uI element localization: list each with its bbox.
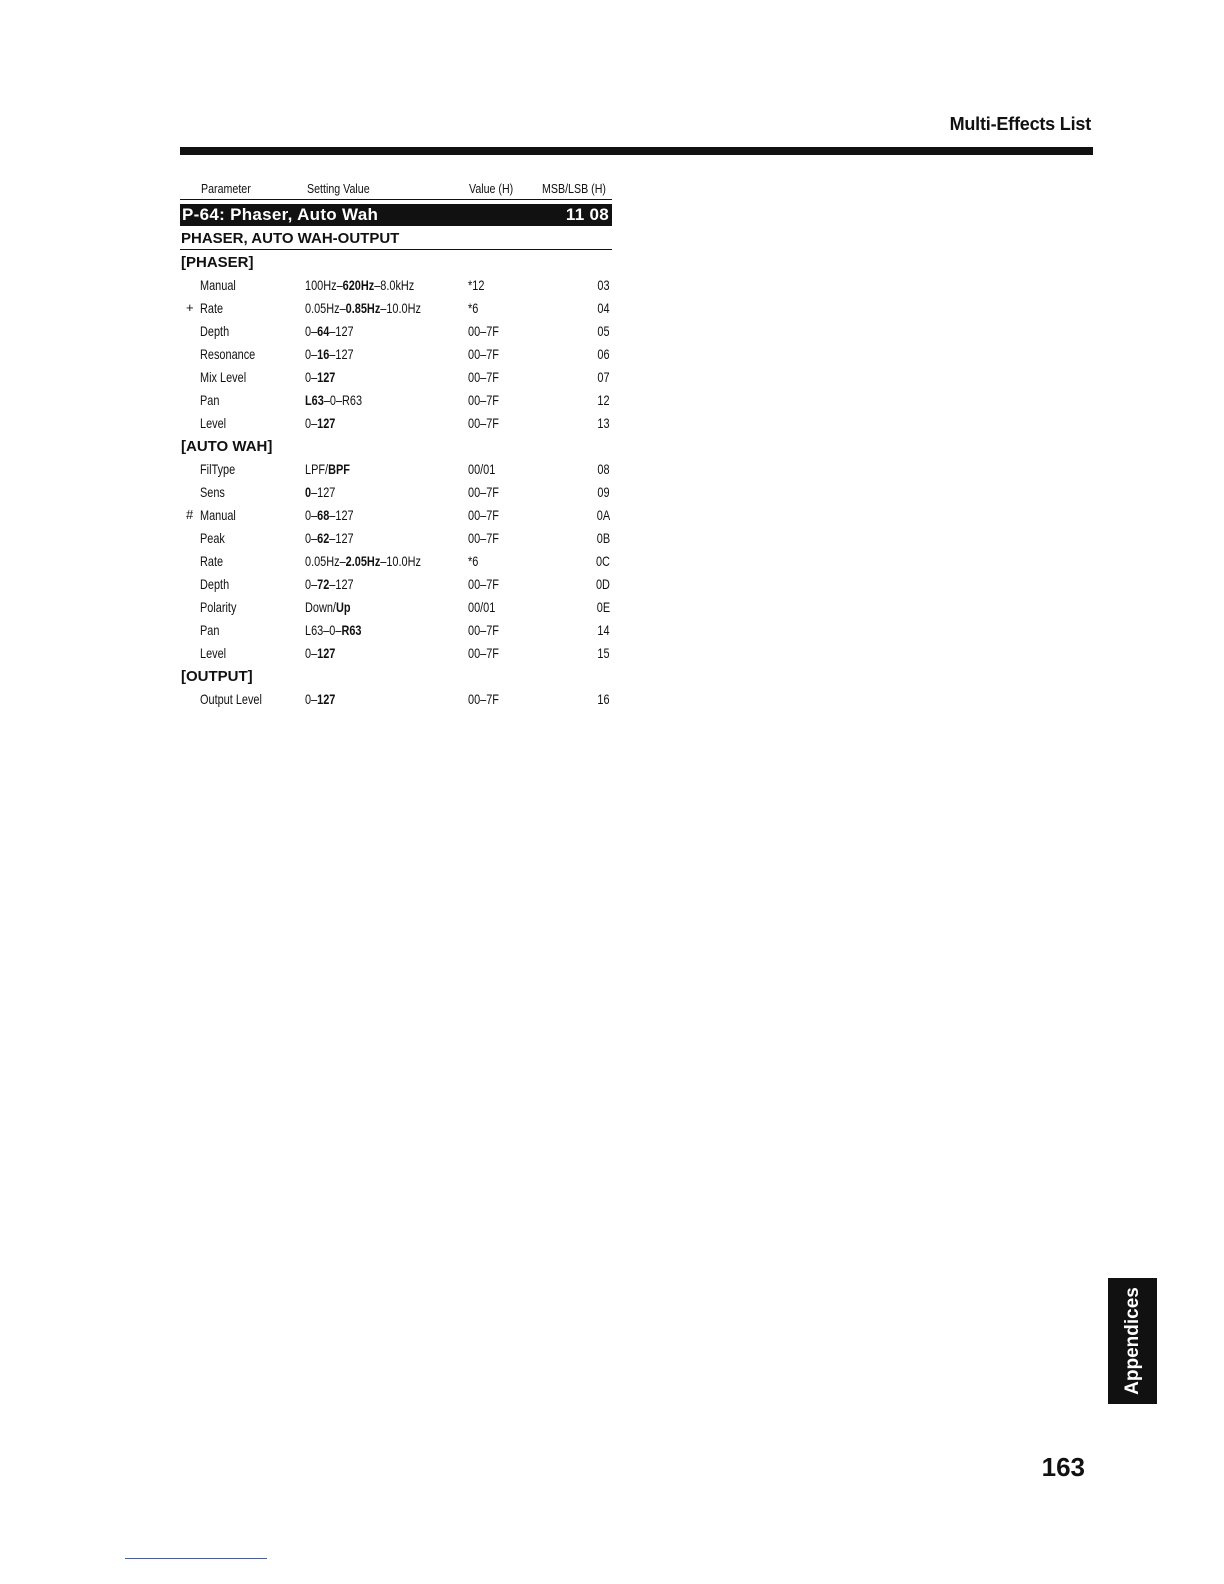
effect-subheading: [180, 226, 612, 250]
msb-lsb-value: 12: [597, 392, 610, 408]
parameter-name: Depth: [200, 323, 230, 339]
appendices-tab: [1108, 1278, 1157, 1404]
table-row: [180, 687, 612, 710]
table-row: [180, 273, 612, 296]
parameter-name: Rate: [200, 553, 224, 569]
parameter-name: Manual: [200, 507, 236, 523]
hex-value: 00/01: [468, 461, 496, 477]
setting-value: [305, 622, 361, 638]
hex-value: 00–7F: [468, 507, 499, 523]
hex-value: 00–7F: [468, 622, 499, 638]
effect-code: 11 08: [565, 205, 609, 224]
setting-range-end: –0–R63: [323, 392, 363, 408]
column-header-setting: Setting Value: [307, 181, 370, 196]
setting-default: 620Hz: [342, 277, 375, 293]
msb-lsb-value: 16: [597, 691, 610, 707]
setting-range-start: LPF/: [305, 461, 329, 477]
setting-value: [305, 599, 351, 615]
setting-value: [305, 369, 335, 385]
hex-value: 00–7F: [468, 392, 499, 408]
row-mark: +: [186, 300, 194, 315]
setting-default: 16: [317, 346, 330, 362]
setting-range-start: 0–: [305, 507, 318, 523]
setting-default: 127: [317, 691, 336, 707]
setting-range-start: 0–: [305, 645, 318, 661]
msb-lsb-value: 14: [597, 622, 610, 638]
parameter-name: Level: [200, 645, 227, 661]
page-number: 163: [1041, 1452, 1085, 1482]
parameter-name: Resonance: [200, 346, 256, 362]
section-heading: [180, 250, 612, 273]
setting-value: [305, 461, 350, 477]
table-row: [180, 641, 612, 664]
table-row: [180, 549, 612, 572]
section-heading: [180, 664, 612, 687]
setting-value: [305, 346, 354, 362]
setting-range-start: 0–: [305, 415, 318, 431]
hex-value: 00–7F: [468, 346, 499, 362]
footer-line: [125, 1558, 267, 1559]
table-row: [180, 319, 612, 342]
hex-value: *12: [468, 277, 485, 293]
column-header-parameter: Parameter: [201, 181, 251, 196]
setting-default: BPF: [328, 461, 350, 477]
setting-range-start: 0–: [305, 576, 318, 592]
setting-range-start: 0.05Hz–: [305, 300, 346, 316]
parameter-name: FilType: [200, 461, 236, 477]
parameter-sections: [180, 250, 612, 710]
setting-range-start: 0–: [305, 369, 318, 385]
msb-lsb-value: 08: [597, 461, 610, 477]
msb-lsb-value: 0B: [596, 530, 610, 546]
setting-value: [305, 323, 354, 339]
table-row: [180, 572, 612, 595]
msb-lsb-value: 05: [597, 323, 610, 339]
setting-range-end: –127: [329, 530, 354, 546]
table-row: [180, 480, 612, 503]
parameter-name: Sens: [200, 484, 225, 500]
setting-range-end: –127: [329, 346, 354, 362]
msb-lsb-value: 0D: [596, 576, 610, 592]
column-header-value: Value (H): [469, 181, 514, 196]
setting-range-end: –8.0kHz: [374, 277, 415, 293]
table-row: [180, 342, 612, 365]
column-header-msb-lsb: MSB/LSB (H): [542, 181, 606, 196]
setting-range-end: –127: [329, 323, 354, 339]
setting-value: [305, 415, 335, 431]
setting-default: 0.85Hz: [345, 300, 381, 316]
msb-lsb-value: 06: [597, 346, 610, 362]
setting-range-end: –127: [329, 576, 354, 592]
msb-lsb-value: 04: [597, 300, 610, 316]
parameter-name: Polarity: [200, 599, 237, 615]
setting-range-start: Down/: [305, 599, 336, 615]
parameter-name: Output Level: [200, 691, 262, 707]
setting-value: [305, 300, 421, 316]
parameter-name: Peak: [200, 530, 225, 546]
setting-default: 127: [317, 369, 336, 385]
msb-lsb-value: 09: [597, 484, 610, 500]
setting-value: [305, 277, 414, 293]
setting-range-start: 100Hz–: [305, 277, 343, 293]
setting-value: [305, 691, 335, 707]
setting-range-end: –10.0Hz: [380, 300, 421, 316]
setting-value: [305, 392, 362, 408]
effect-title: P-64: Phaser, Auto Wah: [182, 205, 379, 224]
setting-value: [305, 484, 335, 500]
section-heading: [180, 434, 612, 457]
effect-parameter-table: [180, 177, 612, 710]
msb-lsb-value: 13: [597, 415, 610, 431]
setting-default: 62: [317, 530, 330, 546]
parameter-name: Pan: [200, 392, 220, 408]
setting-default: 72: [317, 576, 330, 592]
hex-value: 00–7F: [468, 415, 499, 431]
msb-lsb-value: 03: [597, 277, 610, 293]
msb-lsb-value: 0A: [596, 507, 610, 523]
msb-lsb-value: 0C: [596, 553, 610, 569]
table-row: [180, 411, 612, 434]
hex-value: 00–7F: [468, 576, 499, 592]
setting-default: R63: [341, 622, 362, 638]
setting-default: 0: [305, 484, 312, 500]
parameter-name: Depth: [200, 576, 230, 592]
hex-value: 00–7F: [468, 645, 499, 661]
hex-value: 00–7F: [468, 369, 499, 385]
table-row: [180, 457, 612, 480]
section-title: [AUTO WAH]: [181, 438, 273, 455]
setting-default: 64: [317, 323, 330, 339]
hex-value: 00–7F: [468, 484, 499, 500]
hex-value: 00/01: [468, 599, 496, 615]
column-header-row: [180, 177, 612, 200]
setting-value: [305, 553, 421, 569]
setting-range-start: 0–: [305, 346, 318, 362]
header-rule: [180, 147, 1093, 155]
parameter-name: Rate: [200, 300, 224, 316]
setting-range-end: –127: [311, 484, 336, 500]
setting-default: Up: [335, 599, 351, 615]
effect-title-banner: [180, 204, 612, 226]
msb-lsb-value: 07: [597, 369, 610, 385]
parameter-name: Mix Level: [200, 369, 247, 385]
parameter-name: Level: [200, 415, 227, 431]
setting-default: 127: [317, 415, 336, 431]
setting-value: [305, 507, 354, 523]
parameter-name: Manual: [200, 277, 236, 293]
setting-range-end: –10.0Hz: [380, 553, 421, 569]
setting-value: [305, 530, 354, 546]
table-row: [180, 618, 612, 641]
setting-range-start: 0.05Hz–: [305, 553, 346, 569]
running-head: Multi-Effects List: [949, 114, 1091, 134]
row-mark: #: [186, 507, 194, 522]
table-row: [180, 365, 612, 388]
setting-default: L63: [305, 392, 324, 408]
msb-lsb-value: 0E: [596, 599, 610, 615]
table-row: [180, 595, 612, 618]
section-title: [OUTPUT]: [181, 668, 253, 685]
setting-range-end: –127: [329, 507, 354, 523]
hex-value: *6: [468, 300, 479, 316]
setting-range-start: 0–: [305, 530, 318, 546]
setting-default: 68: [317, 507, 330, 523]
setting-value: [305, 576, 354, 592]
hex-value: *6: [468, 553, 479, 569]
setting-range-start: 0–: [305, 323, 318, 339]
table-row: [180, 503, 612, 526]
effect-subheading-text: PHASER, AUTO WAH-OUTPUT: [181, 230, 400, 247]
parameter-name: Pan: [200, 622, 220, 638]
hex-value: 00–7F: [468, 323, 499, 339]
setting-default: 2.05Hz: [345, 553, 381, 569]
table-row: [180, 296, 612, 319]
msb-lsb-value: 15: [597, 645, 610, 661]
setting-range-start: 0–: [305, 691, 318, 707]
setting-range-start: L63–0–: [305, 622, 342, 638]
table-row: [180, 388, 612, 411]
section-title: [PHASER]: [181, 254, 254, 271]
hex-value: 00–7F: [468, 530, 499, 546]
hex-value: 00–7F: [468, 691, 499, 707]
setting-default: 127: [317, 645, 336, 661]
appendices-tab-label: Appendices: [1121, 1287, 1143, 1395]
setting-value: [305, 645, 335, 661]
table-row: [180, 526, 612, 549]
